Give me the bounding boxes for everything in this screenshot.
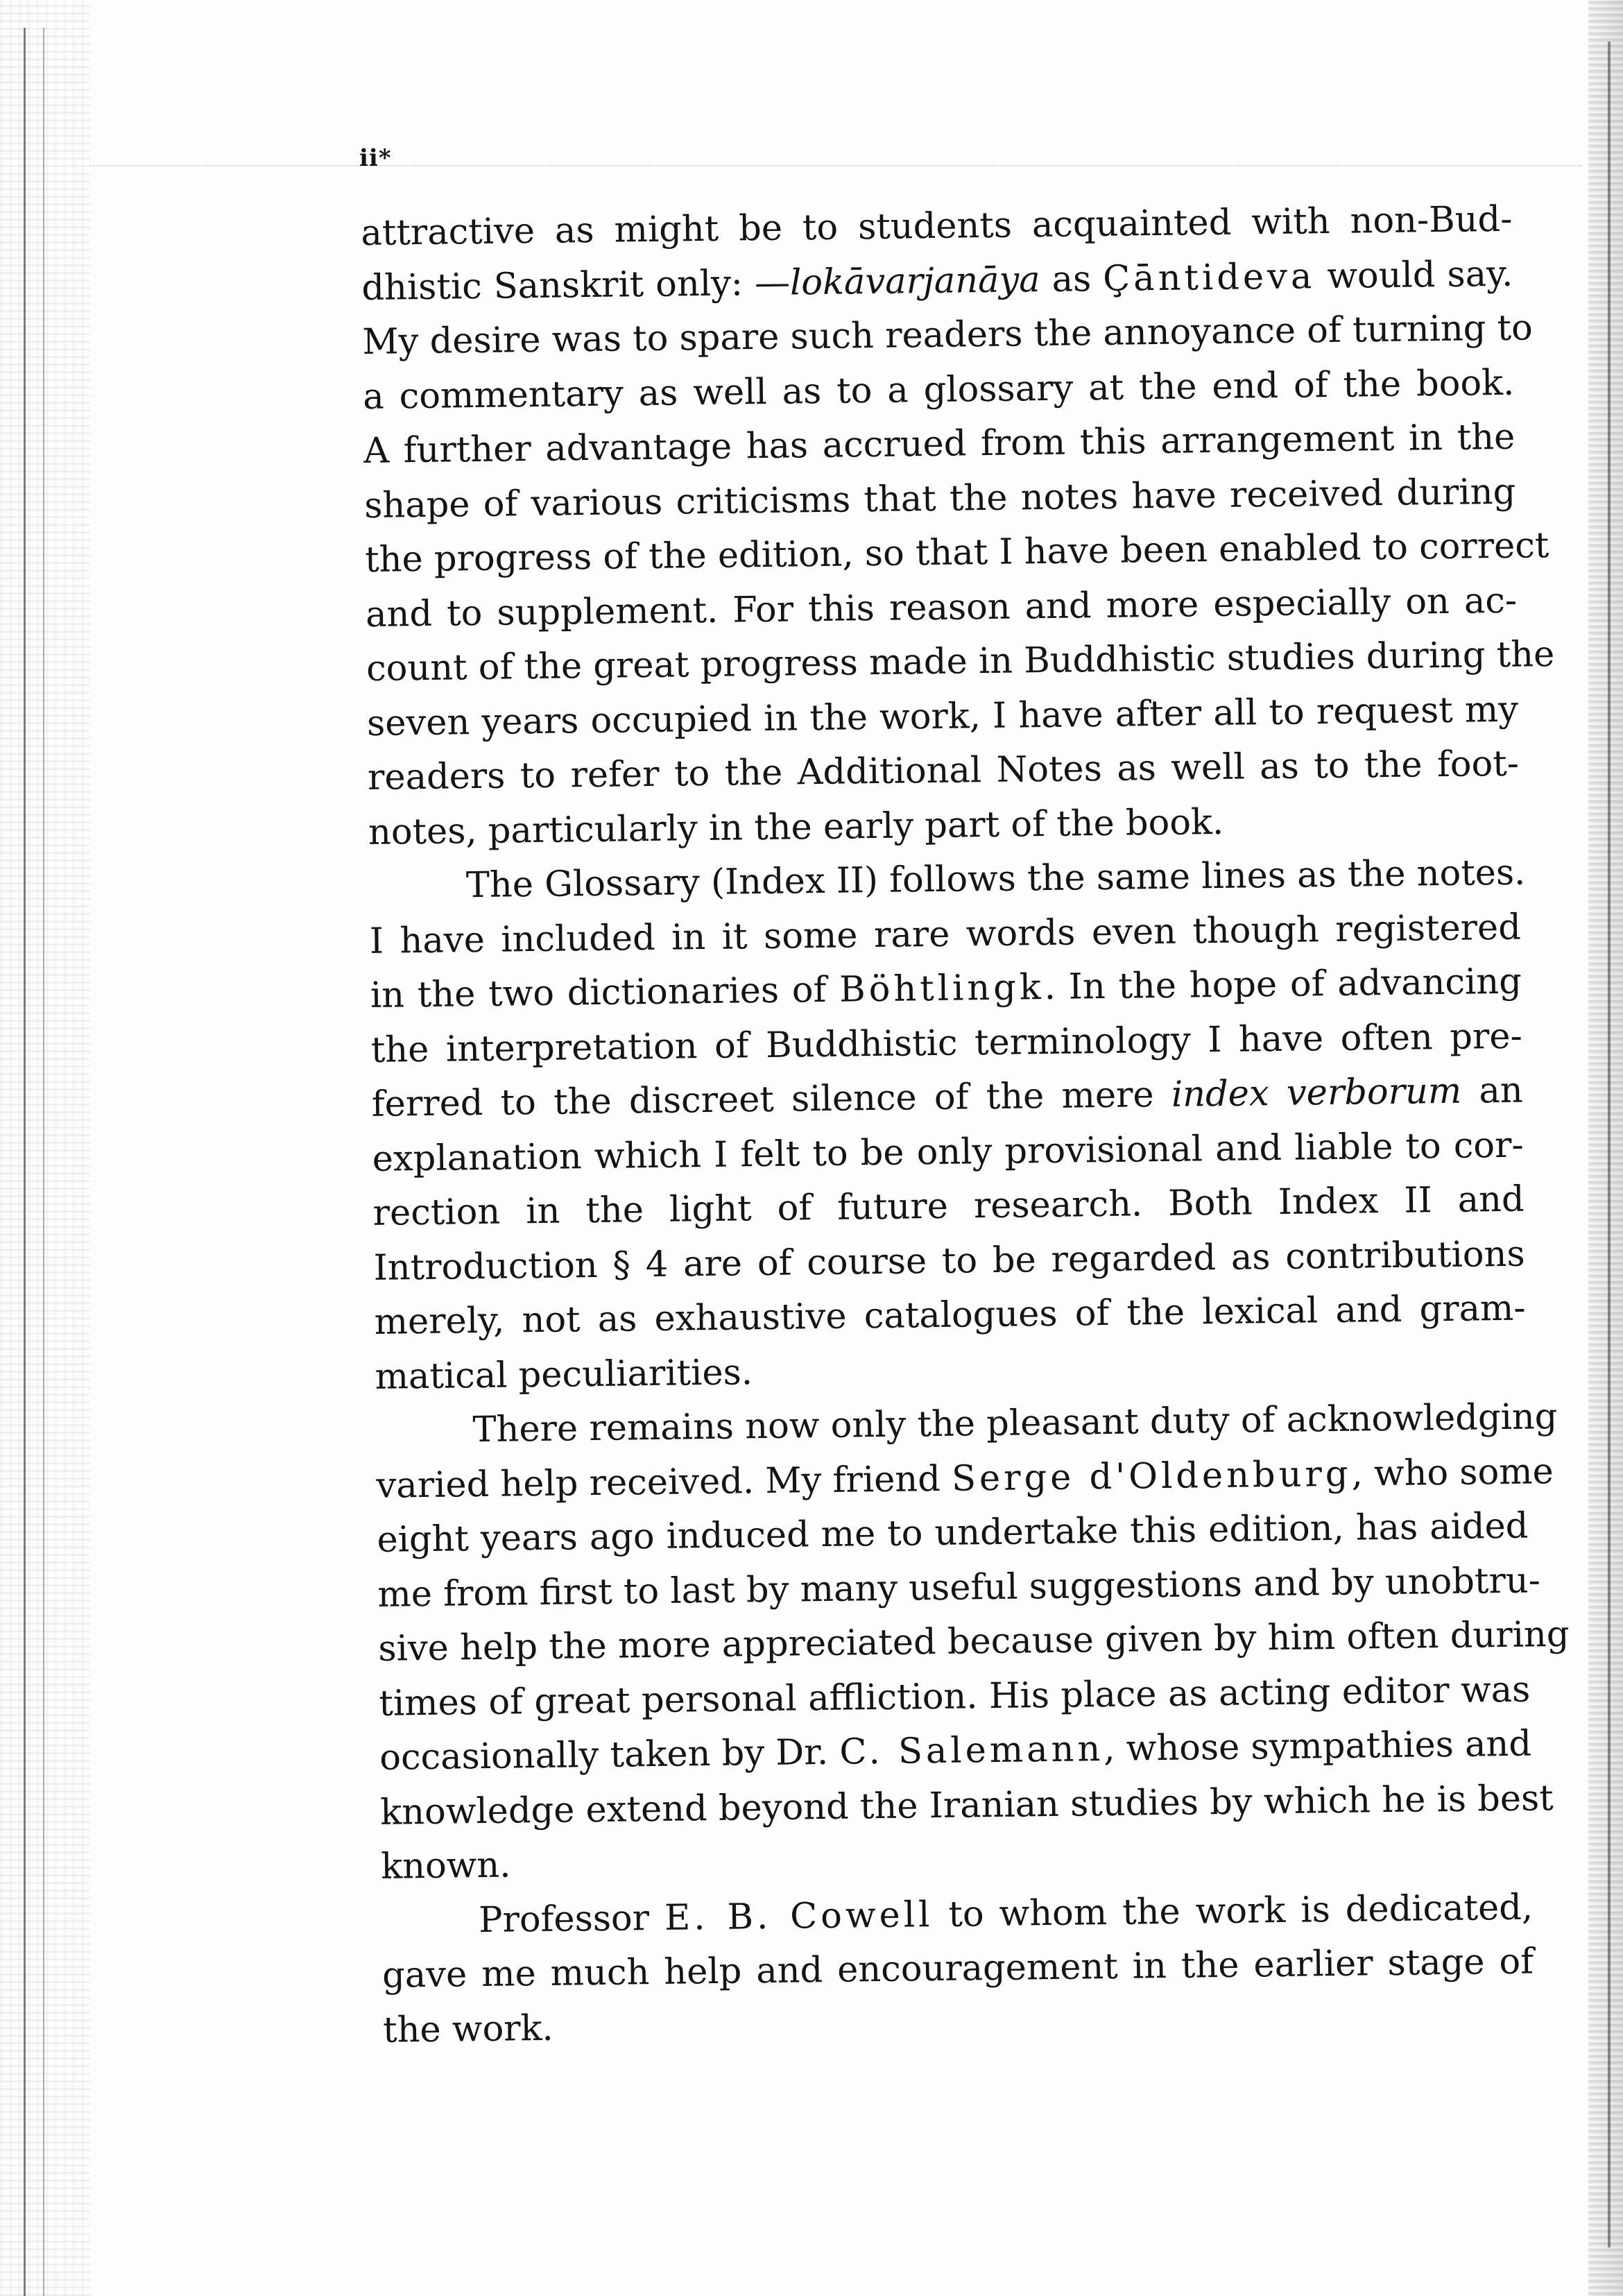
text-line: knowledge extend beyond the Iranian studies by which he is best: [379, 1777, 1554, 1833]
text-line: gave me much help and encouragement in the earlier stage of: [381, 1941, 1534, 1996]
text-line: Introduction § 4 are of course to be regarded as contributions: [373, 1233, 1525, 1289]
header-rule: [90, 165, 1581, 166]
spaced-name: Böhtlingk: [839, 967, 1045, 1011]
text-line: I have included in it some rare words even though registered: [369, 907, 1522, 962]
text-line: My desire was to spare such readers the annoyance of turning to: [362, 307, 1534, 363]
text-line: known.: [380, 1844, 511, 1887]
text-line: the progress of the edition, so that I have been enabled to correct: [364, 525, 1549, 581]
left-binding-line: [24, 28, 26, 2296]
body-text: [361, 193, 1570, 2058]
text-line: dhistic Sanskrit only: —lokāvarjanāya as Çāntideva would say.: [361, 253, 1513, 309]
text-line: occasionally taken by Dr. C. Salemann, whose sympathies and: [379, 1723, 1532, 1779]
spaced-name: C. Salemann: [839, 1729, 1104, 1773]
text-line: A further advantage has accrued from this arrangement in the: [363, 416, 1515, 472]
text-line: shape of various criticisms that the notes have received during: [363, 471, 1516, 526]
right-edge-shadow: [1588, 0, 1623, 2296]
text-line: rection in the light of future research. Both Index II and: [372, 1179, 1525, 1234]
text-line: readers to refer to the Additional Notes as well as to the foot-: [367, 743, 1520, 798]
spaced-name: E. B. Cowell: [664, 1894, 934, 1939]
spaced-name: Çāntideva: [1102, 255, 1316, 300]
paragraph-3: [375, 1391, 1570, 1895]
text-line: and to supplement. For this reason and more especially on ac-: [365, 580, 1518, 635]
text-line: times of great personal affliction. His place as acting editor was: [379, 1669, 1531, 1724]
text-line: varied help received. My friend Serge d'Oldenburg, who some: [376, 1450, 1554, 1507]
text-line: attractive as might be to students acquainted with non-Bud-: [361, 198, 1513, 254]
paragraph-4: [381, 1881, 1535, 2058]
italic-term: lokāvarjanāya: [789, 259, 1040, 303]
text-line: The Glossary (Index II) follows the same lines as the notes.: [465, 852, 1526, 907]
text-line: explanation which I felt to be only provisional and liable to cor-: [372, 1124, 1525, 1180]
text-line: matical peculiarities.: [375, 1351, 753, 1398]
text-line: in the two dictionaries of Böhtlingk. In the hope of advancing: [370, 961, 1522, 1016]
text-line: a commentary as well as to a glossary at the end of the book.: [362, 362, 1515, 418]
text-line: ferred to the discreet silence of the mere index verborum an: [371, 1070, 1524, 1125]
paragraph-1: [361, 193, 1555, 860]
text-line: There remains now only the pleasant duty of acknowledging: [472, 1396, 1558, 1451]
spaced-name: Serge d'Oldenburg: [951, 1453, 1352, 1500]
paragraph-2: [369, 846, 1527, 1405]
text-line: notes, particularly in the early part of the book.: [368, 801, 1224, 853]
page-number: ii*: [359, 144, 392, 172]
right-edge-line: [1608, 42, 1611, 2247]
text-line: Professor E. B. Cowell to whom the work is dedicated,: [478, 1887, 1534, 1941]
left-binding-line-faint: [43, 28, 44, 2296]
text-line: sive help the more appreciated because given by him often during: [378, 1613, 1570, 1670]
text-line: me from first to last by many useful suggestions and by unobtru-: [377, 1559, 1541, 1616]
text-line: eight years ago induced me to undertake this edition, has aided: [377, 1505, 1529, 1561]
text-line: the work.: [382, 2007, 554, 2051]
text-line: count of the great progress made in Buddhistic studies during the: [366, 634, 1555, 689]
left-binding-shadow: [0, 0, 90, 2296]
italic-term: index verborum: [1171, 1070, 1462, 1115]
text-line: the interpretation of Buddhistic terminology I have often pre-: [370, 1016, 1523, 1071]
text-line: merely, not as exhaustive catalogues of the lexical and gram-: [374, 1287, 1526, 1343]
text-line: seven years occupied in the work, I have after all to request my: [366, 689, 1519, 744]
